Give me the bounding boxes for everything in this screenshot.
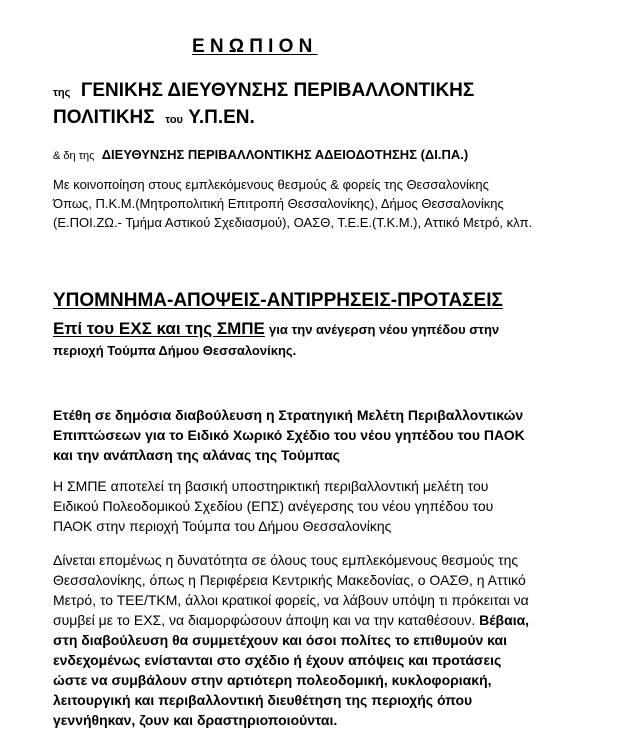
memo-subtitle-line-1 (53, 319, 499, 339)
paragraph-2-line-8: λειτουργική και περιβαλλοντική διευθέτηση της περιοχής όπου (53, 692, 473, 708)
paragraph-2-line-4-bold: Βέβαια, (479, 612, 530, 628)
recipient-line-1 (53, 80, 474, 102)
lead-line-1: Ετέθη σε δημόσια διαβούλευση η Στρατηγική Μελέτη Περιβαλλοντικών (53, 407, 524, 423)
paragraph-2-line-3: Μετρό, το ΤΕΕ/ΤΚΜ, άλλοι κρατικοί φορείς, να λάβουν υπόψη τι πρόκειται να (53, 592, 529, 608)
dipa-line (53, 147, 468, 162)
ministry-prefix: του (165, 114, 183, 126)
paragraph-2-line-4 (53, 612, 529, 628)
cc-line-2: Όπως, Π.Κ.Μ.(Μητροπολιτική Επιτροπή Θεσσαλονίκης), Δήμος Θεσσαλονίκης (53, 196, 504, 211)
paragraph-2-line-5: στη διαβούλευση θα συμμετέχουν και όσοι πολίτες το επιθυμούν και (53, 632, 508, 648)
recipient-name-part1: ΓΕΝΙΚΗΣ ΔΙΕΥΘΥΝΣΗΣ ΠΕΡΙΒΑΛΛΟΝΤΙΚΗΣ (80, 80, 475, 101)
dipa-name: ΔΙΕΥΘΥΝΣΗΣ ΠΕΡΙΒΑΛΛΟΝΤΙΚΗΣ ΑΔΕΙΟΔΟΤΗΣΗΣ (ΔΙ.ΠΑ.) (101, 147, 469, 162)
dipa-prefix: & δη της (53, 150, 95, 162)
cc-line-3: (Ε.ΠΟΙ.ΖΩ.- Τμήμα Αστικού Σχεδιασμού), ΟΑΣΘ, Τ.Ε.Ε.(Τ.Κ.Μ.), Αττικό Μετρό, κλπ. (53, 215, 533, 230)
paragraph-2-line-6: ενδεχομένως ενίστανται στο σχέδιο ή έχουν απόψεις και προτάσεις (53, 652, 502, 668)
memo-subtitle-rest: για την ανέγερση νέου γηπέδου στην (269, 322, 500, 337)
paragraph-2-line-2: Θεσσαλονίκης, όπως η Περιφέρεια Κεντρικής Μακεδονίας, ο ΟΑΣΘ, η Αττικό (53, 572, 526, 588)
paragraph-1-line-2: Ειδικού Πολεοδομικού Σχεδίου (ΕΠΣ) ανέγερσης του νέου γηπέδου του (53, 498, 494, 514)
memo-subtitle-highlight: Επί του ΕΧΣ και της ΣΜΠΕ (53, 319, 265, 338)
paragraph-2-line-4-regular: συμβεί με το ΕΧΣ, να διαμορφώσουν άποψη και να την καταθέσουν. (53, 612, 476, 628)
paragraph-2-line-9: γεννήθηκαν, ζουν και δραστηριοποιούνται. (53, 712, 338, 728)
paragraph-1-line-3: ΠΑΟΚ στην περιοχή Τούμπα του Δήμου Θεσσαλονίκης (53, 518, 392, 534)
document-heading: ΕΝΩΠΙΟΝ (192, 36, 318, 57)
memo-subtitle-line-2: περιοχή Τούμπα Δήμου Θεσσαλονίκης. (53, 343, 297, 358)
cc-line-1: Με κοινοποίηση στους εμπλεκόμενους θεσμούς & φορείς της Θεσσαλονίκης (53, 177, 489, 192)
ministry-name: Υ.Π.ΕΝ. (188, 107, 255, 128)
lead-line-2: Επιπτώσεων για το Ειδικό Χωρικό Σχέδιο του νέου γηπέδου του ΠΑΟΚ (53, 427, 525, 443)
recipient-line-2 (53, 107, 255, 129)
paragraph-2-line-1: Δίνεται επομένως η δυνατότητα σε όλους τους εμπλεκόμενους θεσμούς της (53, 552, 519, 568)
lead-line-3: και την ανάπλαση της αλάνας της Τούμπας (53, 447, 340, 463)
recipient-name-part2: ΠΟΛΙΤΙΚΗΣ (53, 107, 155, 128)
paragraph-2-line-7: ώστε να συμβάλουν στην αρτιότερη πολεοδομική, κυκλοφοριακή, (53, 672, 492, 688)
memo-title: ΥΠΟΜΝΗΜΑ-ΑΠΟΨΕΙΣ-ΑΝΤΙΡΡΗΣΕΙΣ-ΠΡΟΤΑΣΕΙΣ (53, 290, 503, 311)
recipient-prefix: της (53, 87, 71, 99)
paragraph-1-line-1: Η ΣΜΠΕ αποτελεί τη βασική υποστηρικτική περιβαλλοντική μελέτη του (53, 478, 489, 494)
